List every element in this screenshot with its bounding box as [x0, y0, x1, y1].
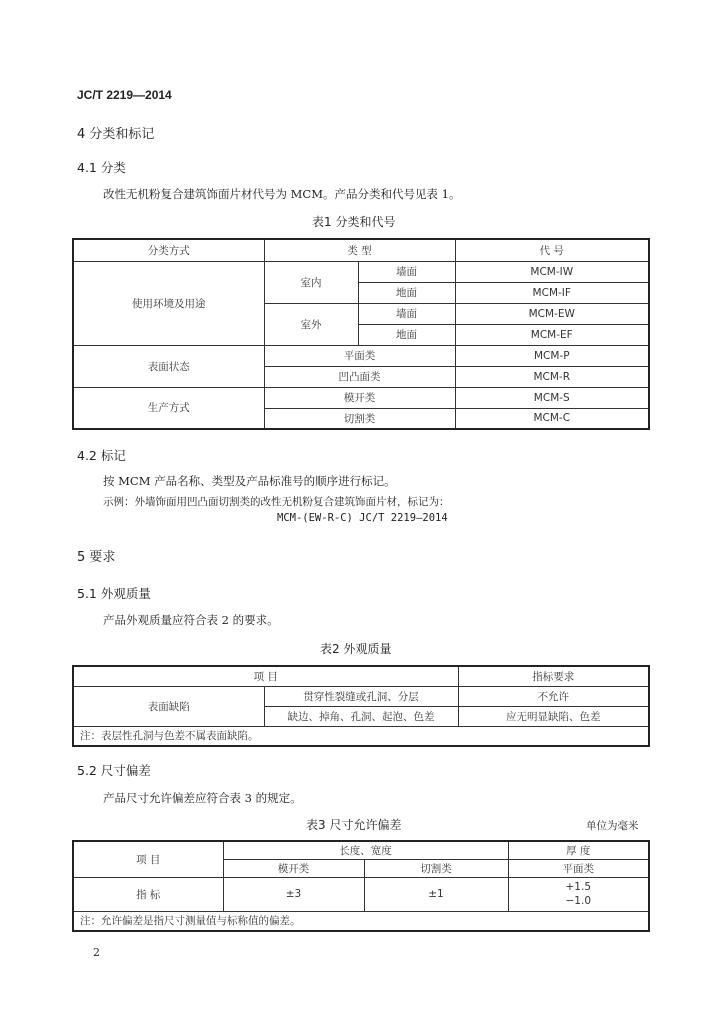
t1-wall: 墙面: [358, 303, 455, 324]
marking-example: MCM-(EW-R-C) JC/T 2219—2014: [277, 512, 448, 524]
t1-header-type: 类 型: [264, 239, 455, 261]
t1-code: MCM-R: [455, 366, 649, 387]
t2-item: 贯穿性裂缝或孔洞、分层: [264, 686, 458, 706]
t2-group: 表面缺陷: [73, 686, 264, 726]
page-number: 2: [93, 946, 100, 959]
t1-surface-type: 凹凸面类: [264, 366, 455, 387]
section-5-2-text: 产品尺寸允许偏差应符合表 3 的规定。: [103, 791, 302, 805]
t2-note: 注：表层性孔洞与色差不属表面缺陷。: [73, 726, 649, 746]
table3-unit: 单位为毫米: [586, 820, 639, 832]
table3-caption: 表3 尺寸允许偏差: [306, 818, 402, 832]
t1-use-group: 使用环境及用途: [73, 261, 264, 345]
t1-header-method: 分类方式: [73, 239, 264, 261]
t3-item-header: 项 目: [73, 841, 223, 877]
t2-header-req: 指标要求: [458, 666, 649, 686]
t2-header-item: 项 目: [73, 666, 458, 686]
table2-caption: 表2 外观质量: [320, 642, 392, 656]
t1-indoor: 室内: [264, 261, 358, 303]
t2-item: 缺边、掉角、孔洞、起泡、色差: [264, 706, 458, 726]
section-4-2-text: 按 MCM 产品名称、类型及产品标准号的顺序进行标记。: [103, 474, 396, 488]
section-4-title: 4 分类和标记: [77, 127, 155, 142]
section-5-1-text: 产品外观质量应符合表 2 的要求。: [103, 613, 279, 627]
table2: [72, 665, 650, 747]
t1-prod-type: 模开类: [264, 387, 455, 408]
t1-floor: 地面: [358, 282, 455, 303]
t3-row-label: 指 标: [73, 877, 223, 911]
t2-req: 应无明显缺陷、色差: [458, 706, 649, 726]
t1-surface-group: 表面状态: [73, 345, 264, 387]
standard-code: JC/T 2219—2014: [77, 88, 172, 102]
t3-flat: 平面类: [508, 859, 649, 877]
t1-header-code: 代 号: [455, 239, 649, 261]
t3-lw-header: 长度、宽度: [223, 841, 508, 859]
t1-floor: 地面: [358, 324, 455, 345]
t1-code: MCM-EF: [455, 324, 649, 345]
section-4-1-text: 改性无机粉复合建筑饰面片材代号为 MCM。产品分类和代号见表 1。: [103, 187, 461, 201]
t3-thk-header: 厚 度: [508, 841, 649, 859]
t3-note: 注：允许偏差是指尺寸测量值与标称值的偏差。: [73, 911, 649, 931]
t3-cut: 切割类: [364, 859, 508, 877]
t1-code: MCM-C: [455, 408, 649, 429]
t3-v-flat: [508, 877, 649, 911]
t1-code: MCM-P: [455, 345, 649, 366]
table3: [72, 840, 650, 932]
section-5-title: 5 要求: [77, 550, 116, 565]
t1-prod-group: 生产方式: [73, 387, 264, 429]
t1-code: MCM-IF: [455, 282, 649, 303]
t3-v-mold: ±3: [223, 877, 364, 911]
table1-caption: 表1 分类和代号: [312, 215, 396, 229]
section-4-2-title: 4.2 标记: [77, 448, 126, 463]
t1-surface-type: 平面类: [264, 345, 455, 366]
t1-outdoor: 室外: [264, 303, 358, 345]
section-5-1-title: 5.1 外观质量: [77, 586, 151, 601]
t3-v-flat-minus: −1.0: [565, 895, 591, 907]
t3-v-flat-plus: +1.5: [565, 881, 591, 893]
t3-mold: 模开类: [223, 859, 364, 877]
t1-wall: 墙面: [358, 261, 455, 282]
t3-v-cut: ±1: [364, 877, 508, 911]
t1-code: MCM-IW: [455, 261, 649, 282]
t1-code: MCM-EW: [455, 303, 649, 324]
t1-code: MCM-S: [455, 387, 649, 408]
t2-req: 不允许: [458, 686, 649, 706]
section-5-2-title: 5.2 尺寸偏差: [77, 763, 151, 778]
section-4-1-title: 4.1 分类: [77, 160, 126, 175]
section-4-2-example: 示例：外墙饰面用凹凸面切割类的改性无机粉复合建筑饰面片材，标记为：: [103, 496, 450, 508]
table1: [72, 238, 650, 430]
t1-prod-type: 切割类: [264, 408, 455, 429]
